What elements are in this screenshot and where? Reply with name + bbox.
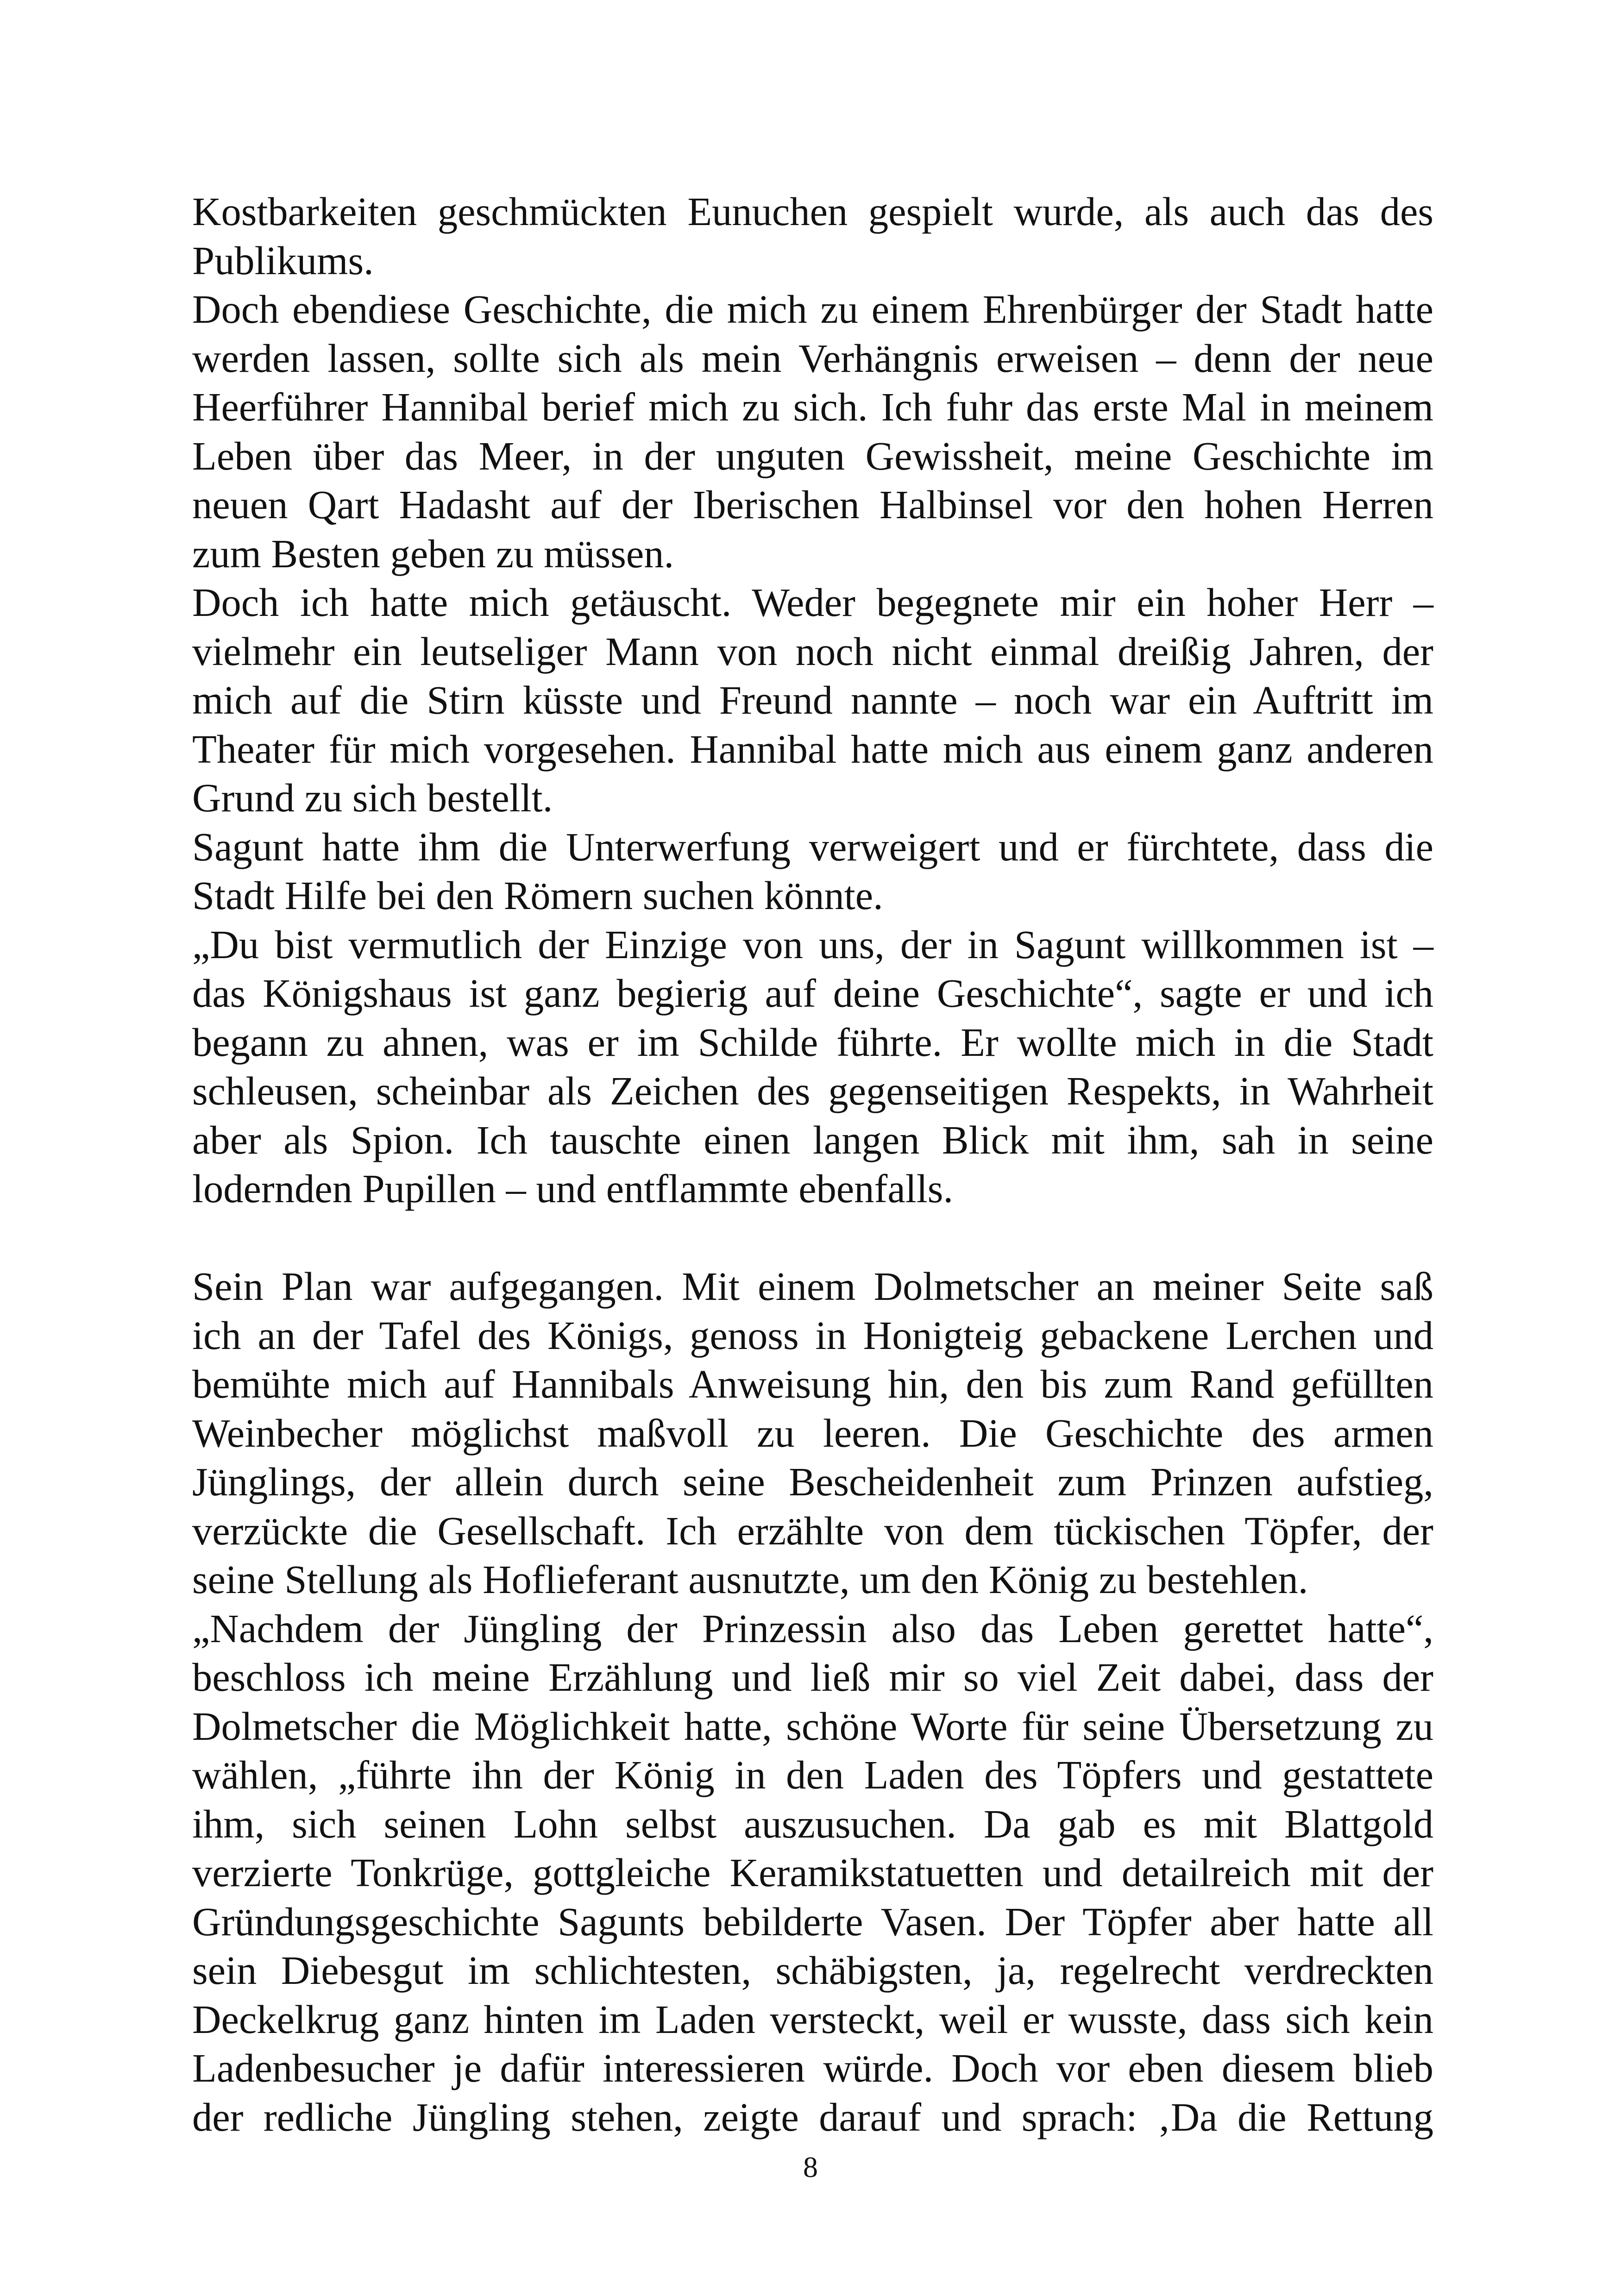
paragraph: [192, 285, 1433, 578]
text-line: Jünglings, der allein durch seine Bescheidenheit zum Prinzen aufstieg,: [192, 1460, 1433, 1504]
text-line: der redliche Jüngling stehen, zeigte darauf und sprach: ‚Da die Rettung: [192, 2095, 1433, 2139]
paragraph: [192, 188, 1433, 285]
text-line: werden lassen, sollte sich als mein Verhängnis erweisen – denn der neue: [192, 336, 1433, 381]
text-line: Grund zu sich bestellt.: [192, 776, 553, 820]
text-line: vielmehr ein leutseliger Mann von noch nicht einmal dreißig Jahren, der: [192, 629, 1433, 674]
text-line: Deckelkrug ganz hinten im Laden versteckt, weil er wusste, dass sich kein: [192, 1997, 1433, 2042]
text-line: Heerführer Hannibal berief mich zu sich. Ich fuhr das erste Mal in meinem: [192, 385, 1433, 429]
text-line: zum Besten geben zu müssen.: [192, 531, 674, 576]
text-line: beschloss ich meine Erzählung und ließ mir so viel Zeit dabei, dass der: [192, 1655, 1433, 1700]
paragraph: [192, 921, 1433, 1214]
paragraph: [192, 578, 1433, 823]
text-line: bemühte mich auf Hannibals Anweisung hin, den bis zum Rand gefüllten: [192, 1362, 1433, 1406]
text-line: lodernden Pupillen – und entflammte ebenfalls.: [192, 1167, 954, 1211]
paragraph: [192, 1605, 1433, 2142]
body-text: [192, 188, 1433, 2142]
text-line: seine Stellung als Hoflieferant ausnutzte, um den König zu bestehlen.: [192, 1557, 1308, 1602]
text-line: Doch ebendiese Geschichte, die mich zu einem Ehrenbürger der Stadt hatte: [192, 287, 1433, 332]
paragraph: [192, 1262, 1433, 1605]
text-line: verzierte Tonkrüge, gottgleiche Keramikstatuetten und detailreich mit der: [192, 1851, 1433, 1895]
text-line: mich auf die Stirn küsste und Freund nannte – noch war ein Auftritt im: [192, 678, 1433, 722]
text-line: Weinbecher möglichst maßvoll zu leeren. Die Geschichte des armen: [192, 1411, 1433, 1455]
text-line: ihm, sich seinen Lohn selbst auszusuchen. Da gab es mit Blattgold: [192, 1801, 1433, 1846]
text-line: Ladenbesucher je dafür interessieren würde. Doch vor eben diesem blieb: [192, 2046, 1433, 2090]
text-line: neuen Qart Hadasht auf der Iberischen Halbinsel vor den hohen Herren: [192, 483, 1433, 527]
text-line: Doch ich hatte mich getäuscht. Weder begegnete mir ein hoher Herr –: [192, 580, 1433, 625]
text-line: Theater für mich vorgesehen. Hannibal hatte mich aus einem ganz anderen: [192, 727, 1433, 772]
paragraph: [192, 823, 1433, 921]
text-line: Gründungsgeschichte Sagunts bebilderte Vasen. Der Töpfer aber hatte all: [192, 1899, 1433, 1944]
text-line: begann zu ahnen, was er im Schilde führte. Er wollte mich in die Stadt: [192, 1020, 1433, 1065]
text-line: Publikums.: [192, 238, 374, 283]
text-line: sein Diebesgut im schlichtesten, schäbigsten, ja, regelrecht verdreckten: [192, 1948, 1433, 1993]
text-line: Kostbarkeiten geschmückten Eunuchen gespielt wurde, als auch das des: [192, 189, 1433, 234]
text-line: Sein Plan war aufgegangen. Mit einem Dolmetscher an meiner Seite saß: [192, 1264, 1433, 1309]
text-line: verzückte die Gesellschaft. Ich erzählte von dem tückischen Töpfer, der: [192, 1508, 1433, 1553]
text-line: aber als Spion. Ich tauschte einen langen Blick mit ihm, sah in seine: [192, 1117, 1433, 1162]
text-line: Sagunt hatte ihm die Unterwerfung verweigert und er fürchtete, dass die: [192, 824, 1433, 869]
text-line: ich an der Tafel des Königs, genoss in Honigteig gebackene Lerchen und: [192, 1313, 1433, 1358]
text-line: wählen, „führte ihn der König in den Laden des Töpfers und gestattete: [192, 1753, 1433, 1797]
text-line: Leben über das Meer, in der unguten Gewissheit, meine Geschichte im: [192, 433, 1433, 478]
text-line: schleusen, scheinbar als Zeichen des gegenseitigen Respekts, in Wahrheit: [192, 1069, 1433, 1113]
text-line: Stadt Hilfe bei den Römern suchen könnte.: [192, 873, 883, 918]
section-break: [192, 1214, 1433, 1263]
text-line: Dolmetscher die Möglichkeit hatte, schöne Worte für seine Übersetzung zu: [192, 1704, 1433, 1749]
text-line: „Du bist vermutlich der Einzige von uns, der in Sagunt willkommen ist –: [192, 922, 1433, 967]
page-number: 8: [803, 2151, 818, 2183]
text-line: das Königshaus ist ganz begierig auf deine Geschichte“, sagte er und ich: [192, 971, 1433, 1016]
text-line: „Nachdem der Jüngling der Prinzessin also das Leben gerettet hatte“,: [192, 1606, 1433, 1651]
